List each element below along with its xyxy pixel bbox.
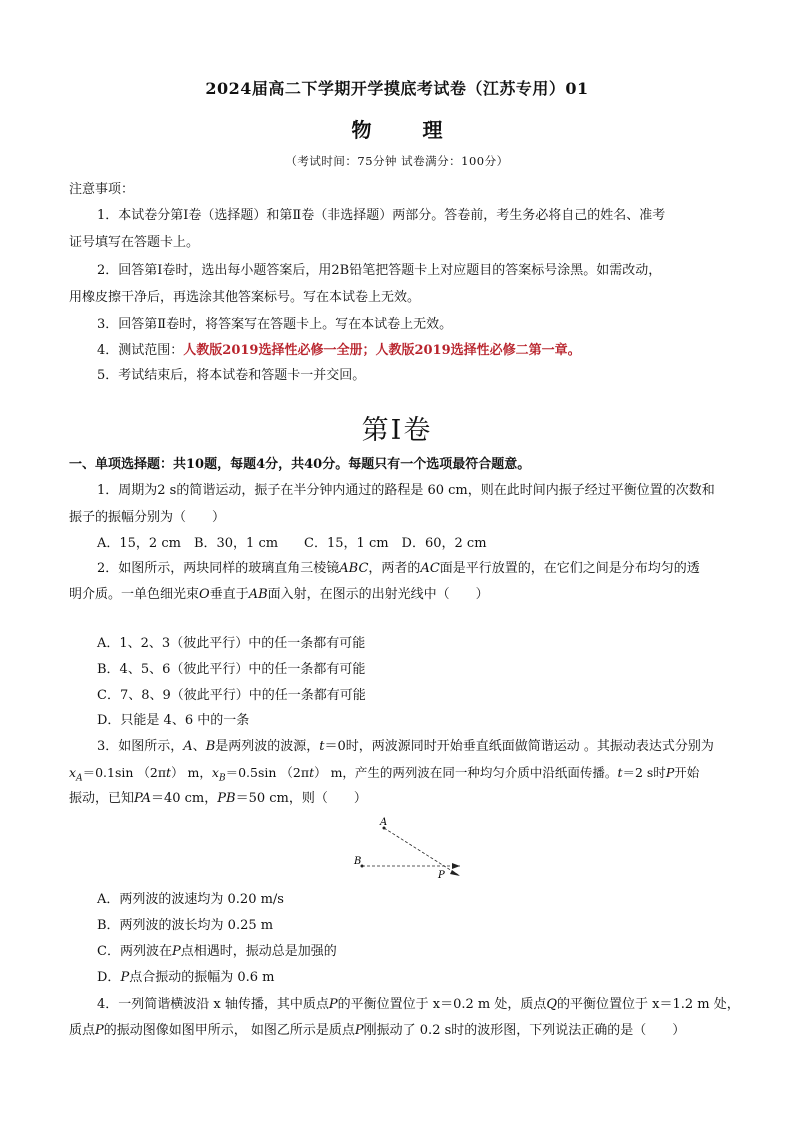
q3-text: 3．如图所示， [97, 739, 184, 754]
q2-text: 面是平行放置的，在它们之间是分布均匀的透 [439, 561, 700, 576]
q3-var-a: A [183, 739, 193, 754]
q3-sub-a: A [76, 773, 83, 784]
q3-text: ＝2 s时 [622, 765, 666, 780]
q4-text: 质点 [69, 1023, 96, 1038]
q2-text: 垂直于 [209, 587, 249, 602]
q3-text: C．两列波在 [97, 944, 172, 959]
note-4-range: 人教版2019选择性必修一全册；人教版2019选择性必修二第一章。 [183, 343, 581, 358]
q2-var-ac: AC [420, 561, 440, 576]
q4-text: 的平衡位置位于 x＝0.2 m 处，质点 [337, 997, 547, 1012]
note-4-prefix: 4．测试范围： [97, 343, 184, 358]
q4-var-q: Q [546, 997, 558, 1012]
q3-var-t: t [166, 765, 172, 780]
q3-var-t: t [309, 765, 315, 780]
q4-text: 4．一列简谐横波沿 x 轴传播，其中质点 [97, 997, 329, 1012]
q3-text: ＝0.1sin （2π [82, 765, 167, 780]
q2-var-abc: ABC [339, 561, 369, 576]
q3-text: D． [97, 970, 121, 985]
notes-heading: 注意事项： [69, 182, 135, 197]
q3-option-b: B．两列波的波长均为 0.25 m [97, 918, 274, 933]
q3-option-a: A．两列波的波速均为 0.20 m/s [97, 892, 284, 907]
fig-arrow-icon [450, 870, 460, 876]
note-1-line-1: 1．本试卷分第Ⅰ卷（选择题）和第Ⅱ卷（非选择题）两部分。答卷前，考生务必将自己的姓名、准考 [97, 208, 666, 223]
q3-figure [348, 816, 472, 882]
q3-var-p: P [120, 970, 130, 985]
q3-text: ＝50 cm，则（ ） [235, 791, 367, 806]
subject-char-2: 理 [422, 118, 443, 142]
q3-option-d [97, 969, 274, 987]
q1-stem-line-2: 振子的振幅分别为（ ） [69, 510, 226, 525]
q2-stem-line-1 [97, 560, 700, 578]
q3-text: 点相遇时，振动总是加强的 [180, 944, 337, 959]
q3-text: ＝0时，两波源同时开始垂直纸面做简谐运动 。其振动表达式分别为 [324, 739, 714, 754]
q3-stem-line-3 [69, 790, 367, 808]
fig-line-ap [384, 828, 460, 876]
note-2-line-2: 用橡皮擦干净后，再选涂其他答案标号。写在本试卷上无效。 [69, 290, 421, 305]
q4-var-p: P [95, 1023, 104, 1038]
note-1-line-2: 证号填写在答题卡上。 [69, 235, 200, 250]
exam-title: 2024届高二下学期开学摸底考试卷（江苏专用）01 [205, 79, 589, 98]
q2-option-c: C．7、8、9（彼此平行）中的任一条都有可能 [97, 688, 366, 703]
q3-var-x: x [69, 765, 77, 780]
section-heading: 一、单项选择题：共10题，每题4分，共40分。每题只有一个选项最符合题意。 [69, 457, 531, 472]
q3-var-p: P [665, 765, 675, 780]
q2-text: 明介质。一单色细光束 [69, 587, 200, 602]
note-3: 3．回答第Ⅱ卷时，将答案写在答题卡上。写在本试卷上无效。 [97, 317, 453, 332]
q3-var-b: B [205, 739, 216, 754]
q3-text: ＝0.5sin （2π [225, 765, 310, 780]
q4-stem-line-2 [69, 1022, 685, 1040]
q4-text: 刚振动了 0.2 s时的波形图，下列说法正确的是（ ） [363, 1023, 686, 1038]
q4-stem-line-1 [97, 996, 740, 1014]
q4-text: 的平衡位置位于 x＝1.2 m 处， [557, 997, 740, 1012]
q3-text: 是两列波的波源， [215, 739, 320, 754]
q1-options: A．15，2 cm B．30，1 cm C．15，1 cm D．60，2 cm [97, 536, 487, 551]
q4-var-p: P [354, 1023, 364, 1038]
q3-text: 开始 [674, 765, 700, 780]
fig-label-p: P [438, 870, 445, 881]
subject-char-1: 物 [351, 118, 372, 142]
fig-label-b: B [354, 856, 362, 867]
q4-text: 的振动图像如图甲所示， 如图乙所示是质点 [103, 1023, 355, 1038]
q2-option-a: A．1、2、3（彼此平行）中的任一条都有可能 [97, 636, 366, 651]
volume-title: 第Ⅰ卷 [361, 415, 433, 446]
exam-info: （考试时间：75分钟 试卷满分：100分） [285, 154, 509, 168]
q3-text: ＝40 cm， [150, 791, 218, 806]
q2-text: ，两者的 [368, 561, 421, 576]
q3-var-pb: PB [217, 791, 236, 806]
q3-stem-line-2 [69, 764, 699, 788]
note-2-line-1: 2．回答第Ⅰ卷时，选出每小题答案后，用2B铅笔把答题卡上对应题目的答案标号涂黑。如需改动， [97, 263, 662, 278]
q2-var-ab: AB [248, 587, 268, 602]
q2-stem-line-2 [69, 586, 489, 604]
q3-text: ） m， [171, 765, 212, 780]
q3-text: 点合振动的振幅为 0.6 m [129, 970, 275, 985]
note-4 [97, 342, 581, 360]
note-5: 5．考试结束后，将本试卷和答题卡一并交回。 [97, 368, 366, 383]
subject-title [0, 114, 794, 143]
q3-var-t: t [617, 765, 623, 780]
q3-sub-b: B [218, 773, 226, 784]
q2-text: 面入射，在图示的出射光线中（ ） [267, 587, 489, 602]
q2-var-o: O [199, 587, 210, 602]
q3-text: 、 [192, 739, 206, 754]
q2-text: 2．如图所示，两块同样的玻璃直角三棱镜 [97, 561, 340, 576]
q3-text: ） m，产生的两列波在同一种均匀介质中沿纸面传播。 [314, 765, 618, 780]
fig-label-a: A [380, 817, 388, 828]
q3-var-t: t [319, 739, 325, 754]
fig-arrow-icon [452, 863, 460, 869]
q3-option-c [97, 943, 337, 961]
q4-var-p: P [328, 997, 338, 1012]
q2-option-b: B．4、5、6（彼此平行）中的任一条都有可能 [97, 662, 366, 677]
q2-option-d: D．只能是 4、6 中的一条 [97, 713, 250, 728]
q3-var-p: P [171, 944, 181, 959]
q1-stem-line-1: 1．周期为2 s的简谐运动，振子在半分钟内通过的路程是 60 cm，则在此时间内振子经过平衡位置的次数和 [97, 483, 715, 498]
q3-text: 振动，已知 [69, 791, 135, 806]
q3-stem-line-1 [97, 738, 714, 756]
q3-var-pa: PA [134, 791, 151, 806]
q3-var-x: x [211, 765, 219, 780]
